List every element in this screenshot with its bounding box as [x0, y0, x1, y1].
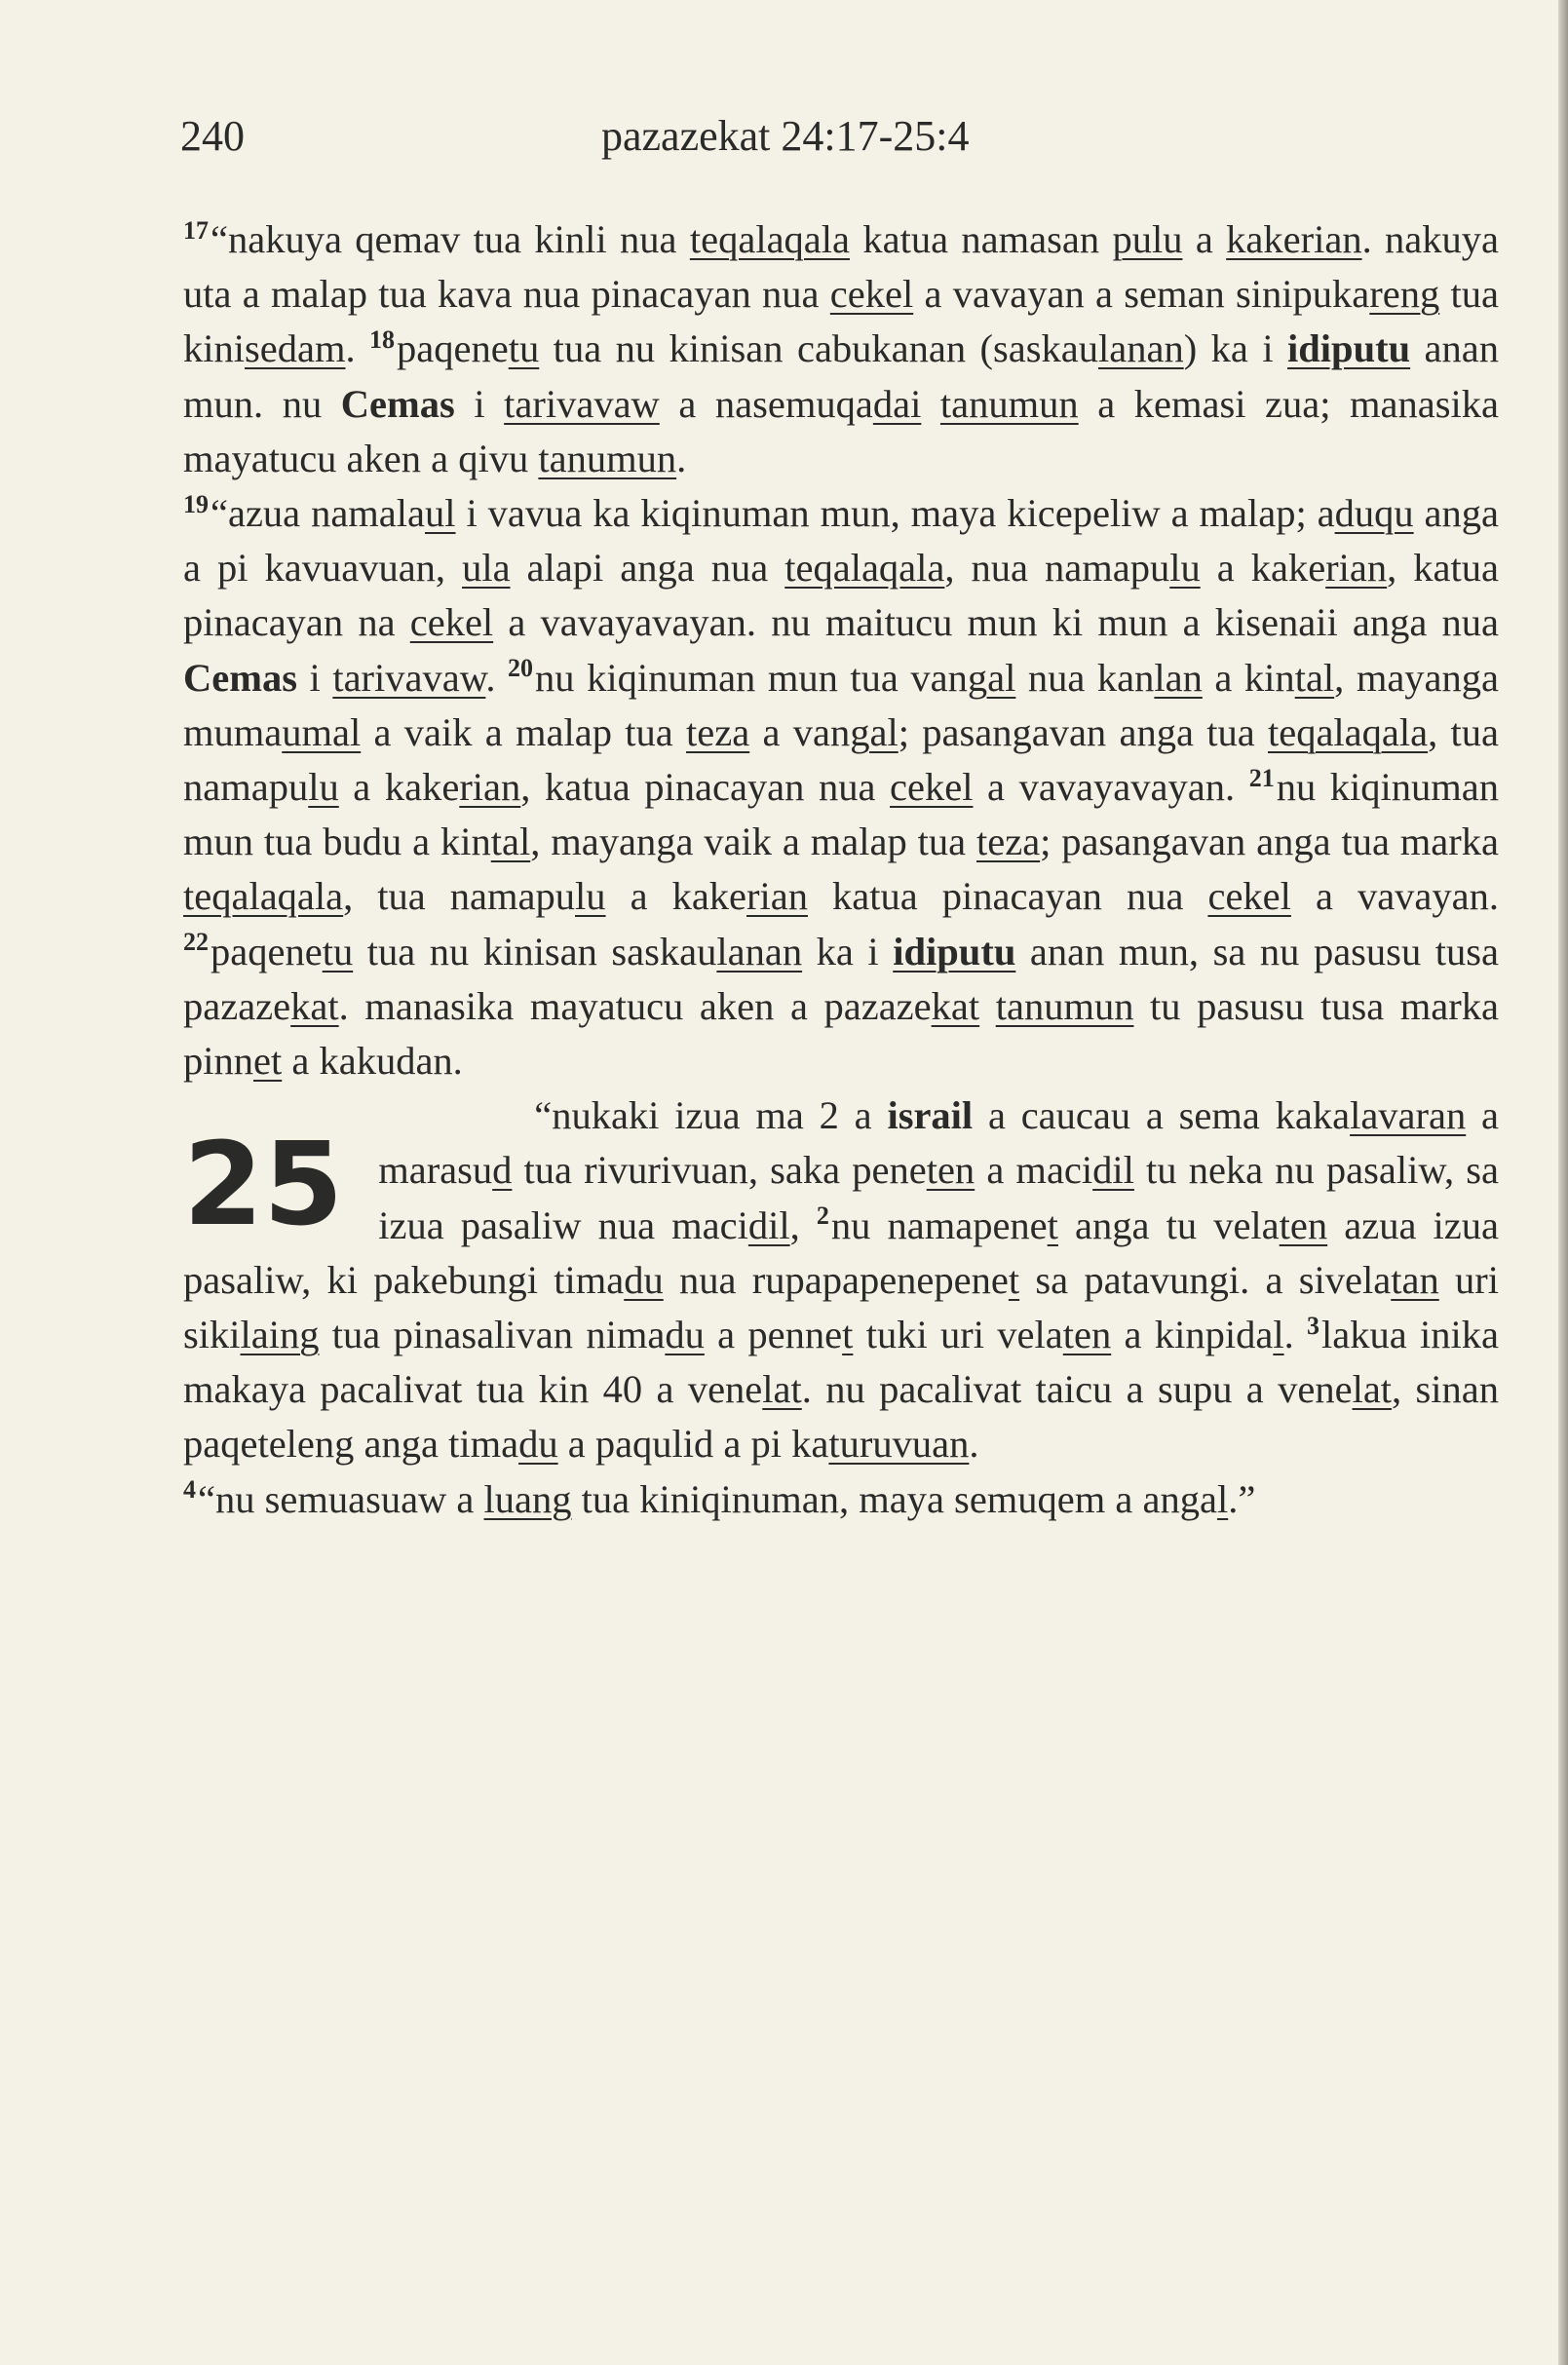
text-run: .	[969, 1422, 979, 1467]
text-run: tu neka nu pasaliw, sa izua pasaliw nua maci	[378, 1148, 1500, 1247]
text-run	[979, 984, 996, 1028]
text-run: “azua namala	[210, 491, 426, 536]
text-run	[921, 382, 940, 426]
text-run: gal	[967, 655, 1016, 700]
text-run: idiputu	[893, 929, 1016, 973]
text-run: , sinan paqeteleng anga tima	[183, 1367, 1500, 1467]
text-run: a vavayan.	[1290, 874, 1499, 919]
text-run: uri siki	[183, 1257, 1499, 1357]
text-run: lu	[308, 765, 339, 810]
text-run: tua nu kinisan cabukanan (saskau	[539, 326, 1099, 371]
text-run: cekel	[890, 765, 974, 810]
text-run: tu	[508, 326, 540, 371]
text-run: dil	[1092, 1148, 1134, 1193]
text-run: “nakuya qemav tua kinli nua	[210, 217, 690, 261]
text-run: teza	[686, 709, 750, 754]
text-run: Cemas	[340, 381, 455, 426]
text-run: a kin	[1202, 655, 1295, 700]
text-run: katua namasan	[850, 217, 1113, 261]
text-run: ,	[789, 1202, 817, 1247]
text-run: a	[1182, 217, 1227, 261]
text-run: . nakuya uta a malap tua kava nua pinacayan nua	[183, 217, 1500, 317]
text-run: tuki uri vela	[853, 1313, 1063, 1357]
text-run: , tua namapu	[183, 709, 1499, 810]
text-run: lat	[1352, 1367, 1393, 1412]
text-run: anga a pi kavuavuan,	[183, 491, 1500, 591]
text-run: nu kiqinuman mun tua van	[535, 655, 968, 700]
text-run: lu	[575, 874, 606, 919]
text-run: lakua inika makaya pacalivat tua kin 40 a vene	[183, 1313, 1500, 1412]
paragraph-verse-4	[183, 1472, 1499, 1527]
text-run: teqalaqala	[1267, 709, 1429, 754]
text-run: ten	[1279, 1202, 1328, 1247]
text-run: a van	[749, 709, 851, 754]
text-run: tanumun	[995, 983, 1134, 1028]
text-run: , katua pinacayan nua	[520, 765, 891, 810]
text-run: katua pinacayan nua	[808, 874, 1208, 919]
text-run: du	[518, 1422, 558, 1467]
verse-number: 17	[183, 215, 209, 245]
verse-number: 18	[369, 325, 396, 355]
text-run: sa patavungi. a sivela	[1019, 1257, 1392, 1302]
text-run: ; pasangavan anga tua marka	[1040, 820, 1499, 864]
text-run: laing	[240, 1313, 320, 1357]
text-run: rian	[1325, 546, 1388, 591]
text-run: azua izua pasaliw, ki pakebungi tima	[183, 1202, 1499, 1302]
text-run: a vaik a malap tua	[361, 709, 687, 754]
text-run: .	[676, 436, 687, 480]
text-run: a nasemuqa	[659, 381, 873, 426]
text-run: cekel	[1207, 874, 1291, 919]
text-run: teqalaqala	[689, 217, 850, 261]
text-run: reng	[1369, 272, 1440, 317]
text-run: du	[624, 1257, 664, 1302]
text-run: turuvuan	[828, 1422, 970, 1467]
text-run: i	[454, 381, 505, 426]
text-run: ten	[1062, 1313, 1112, 1357]
text-run: , mayanga vaik a malap tua	[530, 820, 976, 864]
text-run: i	[296, 655, 333, 700]
text-run: , tua namapu	[343, 874, 576, 919]
text-run: duqu	[1334, 491, 1414, 536]
text-run: t	[842, 1313, 854, 1357]
text-run: kat	[931, 983, 980, 1028]
text-run: tan	[1391, 1257, 1439, 1302]
text-run: teqalaqala	[183, 874, 344, 919]
text-run: nu namapene	[830, 1202, 1048, 1247]
text-run: a vavayavayan. nu maitucu mun ki mun a kisenaii anga nua	[493, 600, 1499, 645]
running-head: pazazekat 24:17-25:4	[601, 112, 970, 160]
text-run: ula	[462, 546, 511, 591]
text-run: a kinpida	[1111, 1313, 1274, 1357]
text-run: tarivavaw	[332, 655, 486, 700]
text-run: tal	[490, 820, 531, 864]
verse-number: 3	[1307, 1311, 1320, 1340]
text-run: dil	[747, 1202, 790, 1247]
text-run: tanumun	[538, 436, 677, 480]
text-run: a vavayavayan.	[973, 765, 1249, 810]
text-run: du	[665, 1313, 705, 1357]
text-run: a kake	[1200, 546, 1326, 591]
chapter-number: 25	[183, 1117, 344, 1252]
paragraph-verse-19	[183, 486, 1499, 1088]
text-run: lu	[1169, 546, 1201, 591]
text-run: lanan	[716, 929, 803, 973]
text-run: “nukaki izua ma 2 a	[534, 1093, 888, 1138]
text-run: kat	[290, 983, 339, 1028]
text-run: .	[485, 655, 509, 700]
text-run: tanumun	[939, 381, 1079, 426]
page-header	[180, 109, 1427, 164]
text-run: a penne	[704, 1313, 843, 1357]
text-run: “nu semuasuaw a	[198, 1476, 484, 1521]
text-run: luang	[483, 1476, 572, 1521]
text-run: tua kiniqinuman, maya semuqem a anga	[571, 1476, 1217, 1521]
verse-number: 21	[1248, 763, 1275, 792]
text-run: . nu pacalivat taicu a supu a vene	[801, 1367, 1353, 1412]
verse-number: 22	[183, 928, 209, 957]
text-run: . manasika mayatucu aken a pazaze	[338, 983, 932, 1028]
text-run: anga tu vela	[1057, 1202, 1280, 1247]
text-run: d	[492, 1148, 513, 1193]
verse-number: 4	[183, 1475, 196, 1505]
text-run: rian	[459, 765, 521, 810]
text-run: ul	[425, 491, 456, 536]
text-run: ka i	[802, 929, 894, 973]
text-run: paqene	[210, 929, 323, 973]
text-run: alapi anga nua	[510, 546, 785, 591]
text-run: teqalaqala	[784, 546, 945, 591]
text-run: a kakudan.	[282, 1039, 463, 1084]
text-run: tu pasusu tusa marka pinn	[183, 983, 1499, 1084]
text-run: a kake	[605, 874, 747, 919]
text-run: teza	[975, 820, 1041, 864]
text-run: nua rupapapenepene	[663, 1257, 1009, 1302]
text-run: t	[1047, 1202, 1058, 1247]
text-run: l	[1216, 1476, 1229, 1521]
verse-number: 2	[816, 1202, 829, 1231]
page-number: 240	[180, 112, 245, 160]
text-run: ) ka i	[1183, 326, 1288, 371]
page-edge	[1558, 0, 1568, 2365]
text-run: a maci	[975, 1148, 1093, 1193]
text-run: cekel	[829, 272, 914, 317]
text-run: tua pinasalivan nima	[319, 1313, 666, 1357]
text-run: a kemasi zua; manasika mayatucu aken a qivu	[183, 381, 1500, 480]
text-run: umal	[282, 709, 362, 754]
verse-number: 20	[508, 654, 534, 683]
body-text	[183, 212, 1499, 1527]
text-run: tua rivurivuan, saka pene	[512, 1148, 927, 1193]
text-run: lanan	[1098, 326, 1184, 371]
text-run: lat	[762, 1367, 802, 1412]
text-run: .	[1283, 1313, 1308, 1357]
paragraph-verse-1	[183, 1088, 1499, 1471]
text-run: .	[345, 326, 370, 371]
text-run: lavaran	[1350, 1093, 1467, 1138]
paragraph-verse-17	[183, 212, 1499, 486]
text-run: cekel	[409, 600, 494, 645]
text-run: lan	[1154, 655, 1203, 700]
text-run: tua kini	[183, 272, 1500, 371]
text-run: a marasu	[378, 1093, 1499, 1193]
text-run: anan mun, sa nu pasusu tusa pazaze	[183, 929, 1499, 1028]
text-run: tarivavaw	[504, 381, 660, 426]
text-run: sedam	[245, 326, 346, 371]
text-run: anan mun. nu	[183, 326, 1499, 426]
text-run: , mayanga muma	[183, 655, 1500, 754]
text-run: dai	[872, 381, 922, 426]
text-run: kakerian	[1226, 217, 1362, 261]
text-run: tu	[322, 929, 354, 973]
verse-number: 19	[183, 489, 209, 518]
text-run: pulu	[1112, 217, 1183, 261]
text-run: israil	[887, 1093, 974, 1138]
text-run: a caucau a sema kaka	[973, 1093, 1351, 1138]
text-run: nua kan	[1015, 655, 1155, 700]
text-run: i vavua ka kiqinuman mun, maya kicepeliw a malap; a	[455, 491, 1335, 536]
text-run: Cemas	[183, 655, 297, 700]
text-run: a paqulid a pi ka	[557, 1422, 829, 1467]
text-run: rian	[746, 874, 808, 919]
text-run: et	[253, 1039, 283, 1084]
text-run: idiputu	[1287, 326, 1411, 371]
text-run: a kake	[338, 765, 460, 810]
text-run: ; pasangavan anga tua	[898, 709, 1268, 754]
text-run: .”	[1228, 1476, 1256, 1521]
chapter-25	[183, 1088, 1499, 1471]
text-run: , katua pinacayan na	[183, 546, 1499, 645]
text-run: , nua namapu	[944, 546, 1170, 591]
text-run: paqene	[397, 326, 509, 371]
text-run: tal	[1294, 655, 1335, 700]
text-run: ten	[926, 1148, 975, 1193]
text-run: nu kiqinuman mun tua budu a kin	[183, 765, 1499, 864]
text-run: gal	[850, 709, 899, 754]
text-run: t	[1008, 1257, 1020, 1302]
text-run: a vavayan a seman sinipuka	[913, 272, 1370, 317]
text-run: tua nu kinisan saskau	[353, 929, 717, 973]
text-run: l	[1273, 1313, 1284, 1357]
